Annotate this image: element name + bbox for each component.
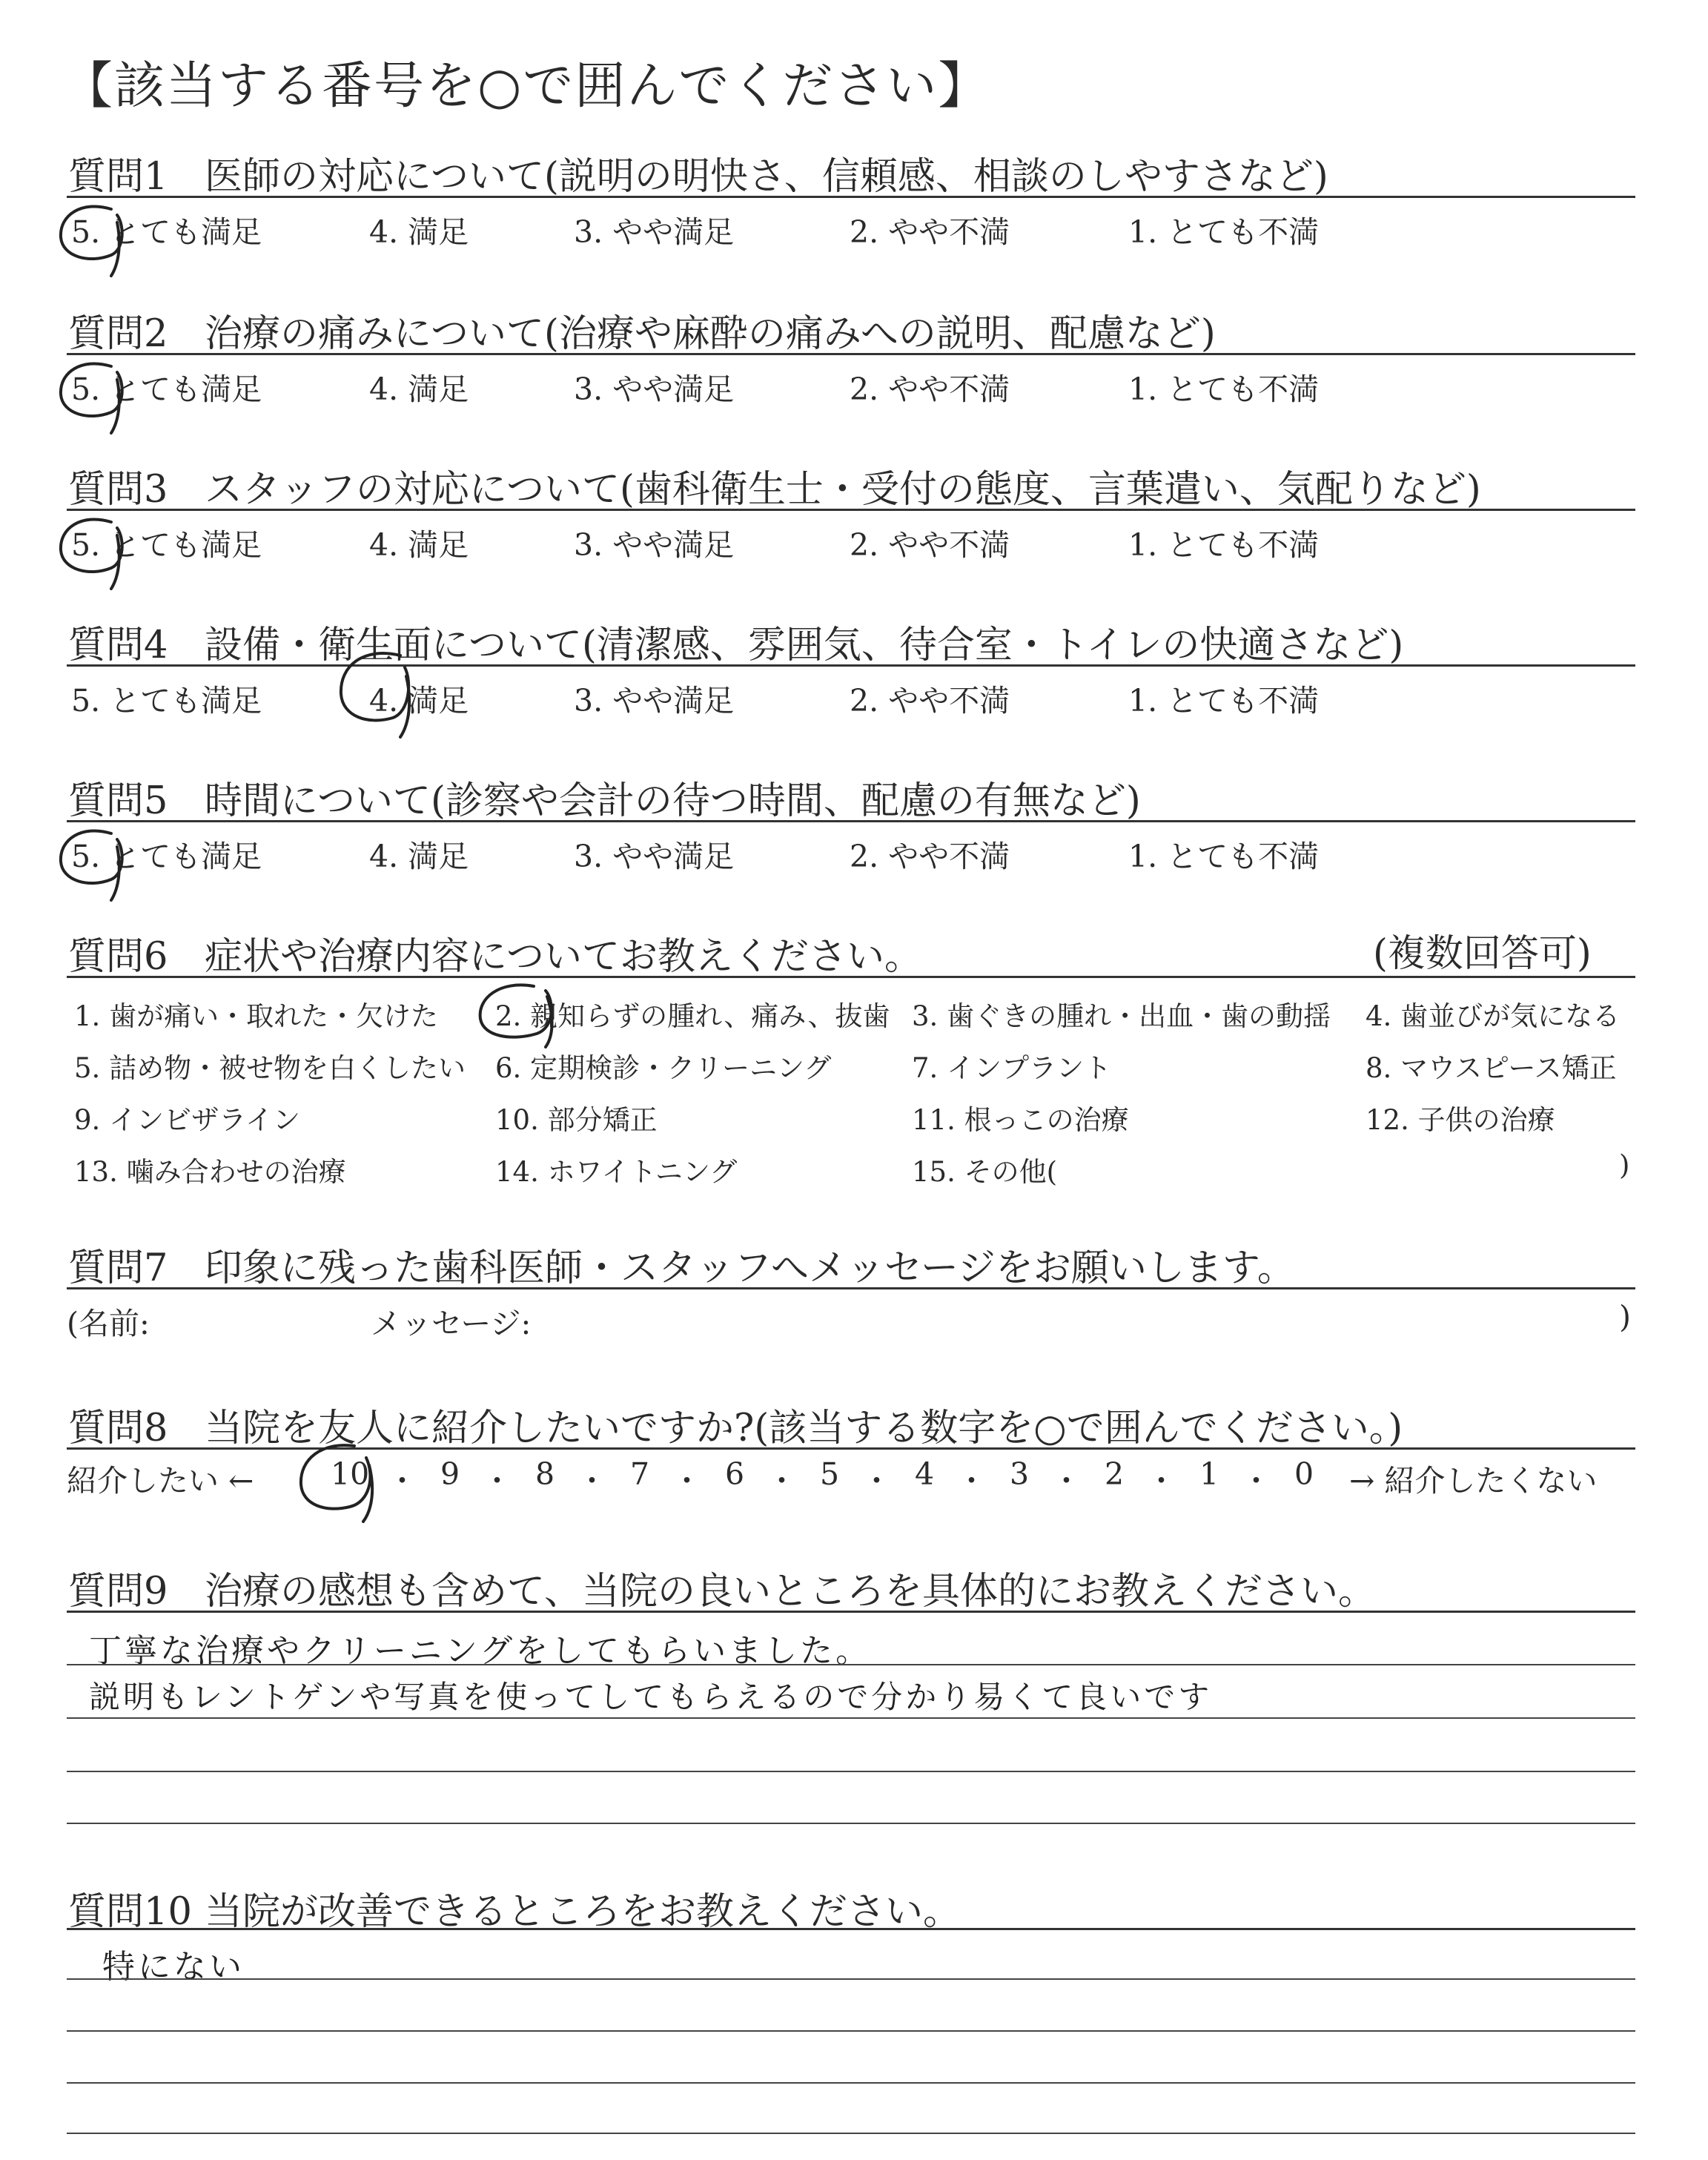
symptom-option-6[interactable]: 6. 定期検診・クリーニング bbox=[495, 1052, 832, 1084]
handwritten-answer-line: 特にない bbox=[102, 1948, 245, 1986]
message-close-paren: ) bbox=[1619, 1299, 1631, 1335]
scale-8[interactable]: 8 bbox=[535, 1456, 555, 1492]
message-label: メッセージ: bbox=[371, 1306, 532, 1341]
question-text: 印象に残った歯科医師・スタッフへメッセージをお願いします。 bbox=[205, 1246, 1295, 1290]
other-close-paren: ) bbox=[1619, 1149, 1630, 1181]
option-5[interactable]: 5. とても満足 bbox=[71, 683, 262, 719]
scale-sep: ・ bbox=[956, 1463, 987, 1499]
scale-7[interactable]: 7 bbox=[630, 1456, 650, 1492]
option-4[interactable]: 4. 満足 bbox=[369, 839, 469, 874]
question-text: 設備・衛生面について(清潔感、雰囲気、待合室・トイレの快適さなど) bbox=[205, 624, 1404, 667]
symptom-option-5[interactable]: 5. 詰め物・被せ物を白くしたい bbox=[74, 1052, 466, 1084]
symptom-option-3[interactable]: 3. 歯ぐきの腫れ・出血・歯の動揺 bbox=[912, 1000, 1331, 1032]
scale-sep: ・ bbox=[1241, 1463, 1271, 1499]
question-label: 質問6 bbox=[68, 935, 168, 979]
handwritten-answer-line: 説明もレントゲンや写真を使ってしてもらえるので分かり易くて良いです bbox=[89, 1679, 1213, 1715]
option-3[interactable]: 3. やや満足 bbox=[574, 683, 735, 719]
option-2[interactable]: 2. やや不満 bbox=[850, 371, 1010, 407]
option-2[interactable]: 2. やや不満 bbox=[850, 683, 1010, 719]
symptom-option-1[interactable]: 1. 歯が痛い・取れた・欠けた bbox=[74, 1000, 439, 1032]
scale-sep: ・ bbox=[1146, 1463, 1176, 1499]
option-4[interactable]: 4. 満足 bbox=[369, 214, 469, 250]
question-label: 質問5 bbox=[68, 779, 168, 823]
scale-1[interactable]: 1 bbox=[1199, 1456, 1219, 1492]
question-text: 症状や治療内容についてお教えください。 bbox=[205, 935, 922, 979]
option-4[interactable]: 4. 満足 bbox=[369, 527, 469, 563]
symptom-option-8[interactable]: 8. マウスピース矯正 bbox=[1366, 1052, 1617, 1084]
question-label: 質問3 bbox=[68, 468, 168, 512]
question-label: 質問9 bbox=[68, 1570, 168, 1614]
symptom-option-13[interactable]: 13. 噛み合わせの治療 bbox=[74, 1156, 346, 1188]
question-label: 質問2 bbox=[68, 312, 168, 356]
symptom-option-11[interactable]: 11. 根っこの治療 bbox=[912, 1104, 1129, 1136]
symptom-option-15[interactable]: 15. その他( bbox=[912, 1156, 1058, 1188]
option-4[interactable]: 4. 満足 bbox=[369, 371, 469, 407]
option-5[interactable]: 5. とても満足 bbox=[71, 527, 262, 563]
page-title: 【該当する番号を○で囲んでください】 bbox=[62, 57, 990, 116]
question-label: 質問1 bbox=[68, 155, 168, 199]
scale-sep: ・ bbox=[387, 1463, 417, 1499]
question-text: 時間について(診察や会計の待つ時間、配慮の有無など) bbox=[205, 779, 1141, 823]
scale-5[interactable]: 5 bbox=[820, 1456, 840, 1492]
question-text: 治療の痛みについて(治療や麻酔の痛みへの説明、配慮など) bbox=[205, 312, 1216, 356]
option-1[interactable]: 1. とても不満 bbox=[1128, 214, 1320, 250]
question-text: 医師の対応について(説明の明快さ、信頼感、相談のしやすさなど) bbox=[205, 155, 1328, 199]
option-2[interactable]: 2. やや不満 bbox=[850, 214, 1010, 250]
scale-sep: ・ bbox=[767, 1463, 797, 1499]
scale-4[interactable]: 4 bbox=[915, 1456, 935, 1492]
scale-2[interactable]: 2 bbox=[1105, 1456, 1125, 1492]
symptom-option-2[interactable]: 2. 親知らずの腫れ、痛み、抜歯 bbox=[495, 1000, 890, 1032]
scale-sep: ・ bbox=[861, 1463, 892, 1499]
option-3[interactable]: 3. やや満足 bbox=[574, 214, 735, 250]
symptom-option-9[interactable]: 9. インビザライン bbox=[74, 1104, 300, 1136]
symptom-option-12[interactable]: 12. 子供の治療 bbox=[1366, 1104, 1555, 1136]
option-1[interactable]: 1. とても不満 bbox=[1128, 839, 1320, 874]
option-2[interactable]: 2. やや不満 bbox=[850, 527, 1010, 563]
scale-sep: ・ bbox=[482, 1463, 512, 1499]
selection-circle-q3 bbox=[61, 519, 122, 589]
scale-sep: ・ bbox=[672, 1463, 702, 1499]
recommend-left-label: 紹介したい ← bbox=[67, 1463, 254, 1499]
option-3[interactable]: 3. やや満足 bbox=[574, 839, 735, 874]
scale-6[interactable]: 6 bbox=[725, 1456, 745, 1492]
recommend-right-label: → 紹介したくない bbox=[1349, 1463, 1598, 1499]
selection-circle-q6 bbox=[480, 985, 552, 1047]
question-label: 質問10 bbox=[68, 1890, 192, 1934]
handwritten-answer-line: 丁寧な治療やクリーニングをしてもらいました。 bbox=[89, 1632, 872, 1670]
scale-0[interactable]: 0 bbox=[1294, 1456, 1314, 1492]
option-5[interactable]: 5. とても満足 bbox=[71, 371, 262, 407]
selection-circle-q4 bbox=[341, 653, 409, 737]
option-2[interactable]: 2. やや不満 bbox=[850, 839, 1010, 874]
scale-sep: ・ bbox=[1051, 1463, 1082, 1499]
symptom-option-10[interactable]: 10. 部分矯正 bbox=[495, 1104, 658, 1136]
question-text: 当院が改善できるところをお教えください。 bbox=[205, 1890, 961, 1934]
multiple-answers-note: (複数回答可) bbox=[1373, 932, 1592, 976]
selection-circle-q2 bbox=[61, 363, 122, 433]
selection-circle-q5 bbox=[61, 830, 122, 900]
symptom-option-14[interactable]: 14. ホワイトニング bbox=[495, 1156, 738, 1188]
scale-10[interactable]: 10 bbox=[331, 1456, 370, 1492]
question-label: 質問4 bbox=[68, 624, 168, 667]
option-5[interactable]: 5. とても満足 bbox=[71, 214, 262, 250]
scale-3[interactable]: 3 bbox=[1010, 1456, 1030, 1492]
selection-circle-q1 bbox=[61, 206, 122, 276]
selection-circle-q8 bbox=[301, 1445, 372, 1522]
name-label: (名前: bbox=[67, 1306, 150, 1341]
symptom-option-4[interactable]: 4. 歯並びが気になる bbox=[1366, 1000, 1621, 1032]
option-3[interactable]: 3. やや満足 bbox=[574, 371, 735, 407]
option-5[interactable]: 5. とても満足 bbox=[71, 839, 262, 874]
question-text: 当院を友人に紹介したいですか?(該当する数字を○で囲んでください。) bbox=[205, 1407, 1403, 1450]
symptom-option-7[interactable]: 7. インプラント bbox=[912, 1052, 1112, 1084]
question-label: 質問7 bbox=[68, 1246, 168, 1290]
question-text: スタッフの対応について(歯科衛生士・受付の態度、言葉遣い、気配りなど) bbox=[205, 468, 1481, 512]
option-1[interactable]: 1. とても不満 bbox=[1128, 527, 1320, 563]
option-1[interactable]: 1. とても不満 bbox=[1128, 371, 1320, 407]
option-1[interactable]: 1. とても不満 bbox=[1128, 683, 1320, 719]
question-label: 質問8 bbox=[68, 1407, 168, 1450]
scale-sep: ・ bbox=[577, 1463, 607, 1499]
option-3[interactable]: 3. やや満足 bbox=[574, 527, 735, 563]
question-text: 治療の感想も含めて、当院の良いところを具体的にお教えください。 bbox=[205, 1570, 1376, 1614]
scale-9[interactable]: 9 bbox=[440, 1456, 460, 1492]
option-4[interactable]: 4. 満足 bbox=[369, 683, 469, 719]
